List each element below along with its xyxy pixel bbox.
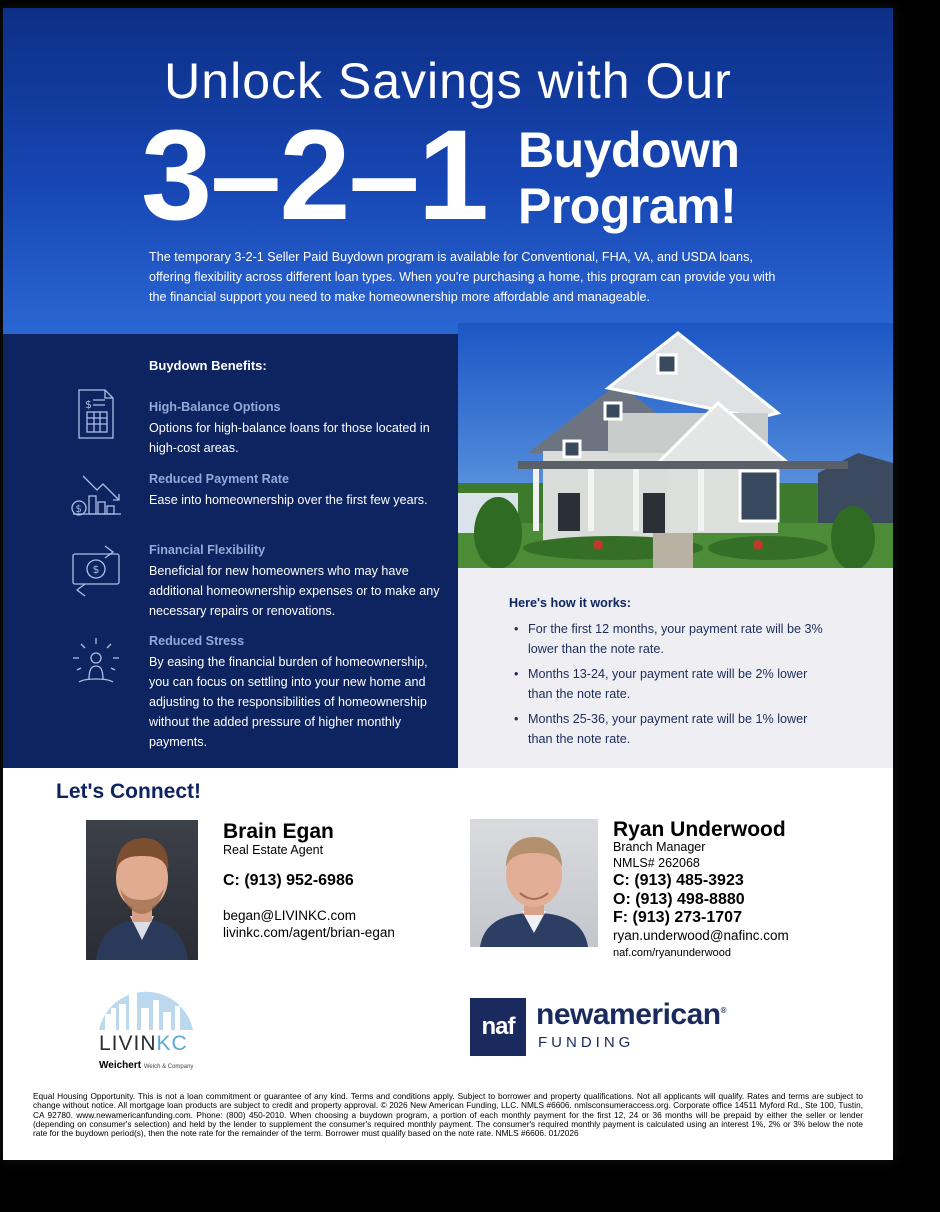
benefit-heading: Reduced Stress — [149, 634, 245, 648]
hero-intro-text: The temporary 3-2-1 Seller Paid Buydown program is available for Conventional, FHA, VA, and USDA loans, offering flexibility across different loan types. When you're purchasing a home, this program can provide you with the financial support you need to make homeownership more affordable and manageable. — [149, 250, 776, 304]
hero-banner — [3, 8, 893, 334]
declining-chart-icon — [65, 468, 127, 530]
agent-name: Brain Egan — [223, 820, 334, 843]
naf-funding: FUNDING — [538, 1034, 635, 1051]
agent-portrait — [86, 820, 198, 960]
naf-badge: naf — [470, 998, 526, 1056]
document-dollar-icon — [65, 384, 127, 446]
how-item: • Months 25-36, your payment rate will be 1% lower than the note rate. — [514, 709, 834, 749]
benefit-reduced-rate — [149, 472, 449, 510]
agent-phone[interactable]: C: (913) 952-6986 — [223, 872, 354, 889]
naf-wordmark — [536, 998, 726, 1032]
benefit-text: Options for high-balance loans for those located in high-cost areas. — [149, 421, 430, 455]
hero-title-program-word: Program! — [518, 178, 737, 234]
svg-text:$: $ — [92, 563, 100, 576]
naf-new: new — [536, 998, 593, 1031]
weichert-brand — [99, 1060, 193, 1071]
lender-website[interactable]: naf.com/ryanunderwood — [613, 947, 732, 959]
lender-photo — [470, 819, 598, 947]
legal-disclaimer: Equal Housing Opportunity. This is not a loan commitment or guarantee of any kind. Terms and conditions apply. Subject to borrower and property qualifications. Not all applicants will qualify. Rates and terms are subject to change without notice. All mortgage loan products are subject to credit and property approval. © 2026 New American Funding, LLC. NMLS #6606. nmlsconsumeraccess.org. Corporate office 14511 Myford Rd., Ste 100, Tustin, CA 92780. www.newamericanfunding.com. Phone: (800) 450-2010. When choosing a buydown program, a portion of each monthly payment for the first 12, 24 or 36 months will be prepaid by either the seller or lender (depending on consumer's selection) and held by the lender to supplement the consumer's required monthly payment. The consumer's required monthly payment is calculated using an interest 1%, 2% or 3% below the note rate for the buydown period(s), then the note rate for the remainder of the term. Borrower must qualify based on the note rate. NMLS #6606. 01/2026 — [33, 1091, 863, 1139]
lets-connect-title: Let's Connect! — [56, 780, 202, 803]
naf-american: american — [592, 998, 721, 1031]
svg-text:$: $ — [75, 504, 82, 515]
lender-portrait — [470, 819, 598, 947]
lender-nmls: NMLS# 262068 — [613, 856, 700, 870]
how-it-works-panel — [458, 568, 893, 768]
agent-photo — [86, 820, 198, 960]
skyline-icon — [91, 974, 201, 1032]
house-illustration — [458, 323, 893, 568]
livinkc-livin: LIVIN — [99, 1032, 157, 1055]
benefit-heading: Reduced Payment Rate — [149, 472, 289, 486]
benefit-text: Ease into homeownership over the first few years. — [149, 493, 428, 507]
lender-office[interactable]: O: (913) 498-8880 — [613, 891, 745, 908]
agent-email[interactable]: began@LIVINKC.com — [223, 908, 357, 923]
agent-role: Real Estate Agent — [223, 843, 324, 857]
hero-title-line1: Unlock Savings with Our — [164, 53, 732, 109]
meditation-icon — [65, 634, 127, 696]
hero-title-program — [518, 122, 739, 234]
how-it-works-title: Here's how it works: — [509, 596, 631, 610]
flyer-page — [3, 8, 893, 1160]
hero-title-321: 3–2–1 — [141, 104, 487, 247]
weichert-name: Weichert — [99, 1060, 142, 1071]
livinkc-logo — [91, 974, 201, 1074]
how-item: • Months 13-24, your payment rate will be 2% lower than the note rate. — [514, 664, 834, 704]
benefit-text: Beneficial for new homeowners who may have additional homeownership expenses or to make any necessary repairs or renovations. — [149, 564, 440, 618]
benefit-financial-flexibility — [149, 543, 449, 621]
benefit-heading: Financial Flexibility — [149, 543, 266, 557]
agent-website[interactable]: livinkc.com/agent/brian-egan — [223, 925, 395, 940]
weichert-sub: Welch & Company — [143, 1064, 194, 1070]
lender-email[interactable]: ryan.underwood@nafinc.com — [613, 928, 789, 943]
livinkc-wordmark — [99, 1032, 188, 1056]
benefit-text: By easing the financial burden of homeownership, you can focus on settling into your new home and adjusting to the responsibilities of homeownership without the added pressure of higher monthly payments. — [149, 655, 428, 749]
lender-role: Branch Manager — [613, 840, 706, 854]
house-photo — [458, 323, 893, 568]
benefit-heading: High-Balance Options — [149, 400, 281, 414]
svg-text:$: $ — [85, 398, 92, 411]
lender-fax: F: (913) 273-1707 — [613, 909, 742, 926]
benefits-title: Buydown Benefits: — [149, 358, 267, 373]
lender-cell[interactable]: C: (913) 485-3923 — [613, 872, 744, 889]
benefit-high-balance — [149, 400, 449, 458]
benefit-reduced-stress — [149, 634, 449, 752]
livinkc-kc: KC — [156, 1032, 188, 1055]
money-exchange-icon — [65, 540, 127, 602]
naf-logo — [470, 998, 770, 1058]
hero-title-buydown: Buydown — [518, 122, 740, 178]
naf-registered: ® — [720, 1006, 727, 1015]
how-item: • For the first 12 months, your payment rate will be 3% lower than the note rate. — [514, 619, 834, 659]
lender-name: Ryan Underwood — [613, 818, 786, 841]
benefits-panel — [3, 334, 458, 768]
